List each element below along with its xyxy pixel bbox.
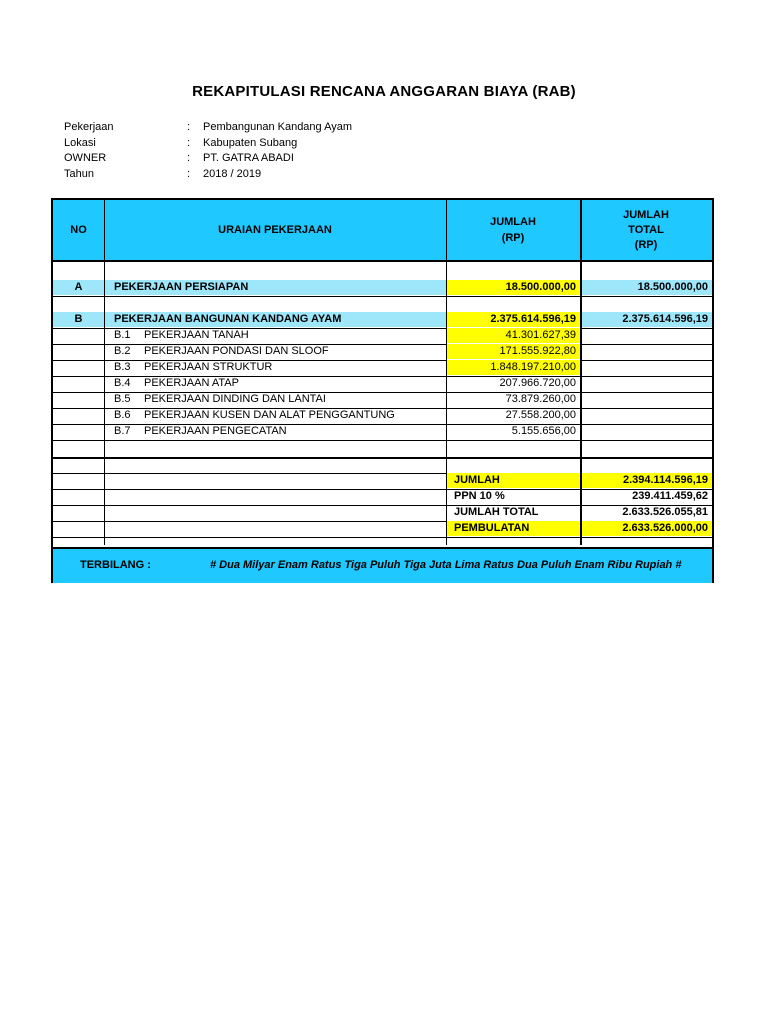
row-total: 18.500.000,00 xyxy=(581,280,712,295)
item-name: PEKERJAAN PONDASI DAN SLOOF xyxy=(144,345,329,357)
row-jumlah: 2.375.614.596,19 xyxy=(447,312,580,327)
item-code: B.1 xyxy=(114,329,131,341)
row-name: PEKERJAAN BANGUNAN KANDANG AYAM xyxy=(105,312,446,327)
table-row-blank xyxy=(53,457,712,474)
item-code: B.5 xyxy=(114,393,131,405)
item-code: B.2 xyxy=(114,345,131,357)
column-divider xyxy=(580,200,582,545)
summary-row-pembulatan xyxy=(53,521,712,538)
column-divider xyxy=(104,262,105,545)
table-row-item xyxy=(53,376,712,393)
header-jumlah-line1: JUMLAH xyxy=(490,216,536,228)
row-no: A xyxy=(53,280,104,295)
table-row-blank xyxy=(53,264,712,281)
summary-label: PPN 10 % xyxy=(454,490,505,502)
terbilang-row xyxy=(53,547,712,583)
row-name: PEKERJAAN PERSIAPAN xyxy=(105,280,446,295)
info-separator: : xyxy=(187,121,191,133)
column-divider xyxy=(446,200,447,545)
info-value: PT. GATRA ABADI xyxy=(203,152,294,164)
info-value: 2018 / 2019 xyxy=(203,168,262,180)
item-value: 5.155.656,00 xyxy=(511,425,576,437)
header-total-line3: (RP) xyxy=(634,238,658,251)
header-jumlah-line2: (RP) xyxy=(501,232,525,244)
table-row-item xyxy=(53,408,712,425)
header-no: NO xyxy=(53,200,104,262)
summary-value: 2.633.526.000,00 xyxy=(581,521,712,536)
header-total-line1: JUMLAH xyxy=(623,208,669,221)
item-name: PEKERJAAN TANAH xyxy=(144,329,249,341)
item-value: 207.966.720,00 xyxy=(499,377,576,389)
info-label: Tahun xyxy=(64,168,94,180)
item-name: PEKERJAAN PENGECATAN xyxy=(144,425,287,437)
header-total-line2: TOTAL xyxy=(628,223,664,236)
item-name: PEKERJAAN ATAP xyxy=(144,377,239,389)
header-uraian: URAIAN PEKERJAAN xyxy=(104,200,446,262)
header-jumlah xyxy=(446,200,580,262)
item-value: 27.558.200,00 xyxy=(505,409,576,421)
header-total xyxy=(580,200,712,262)
summary-row-ppn xyxy=(53,489,712,506)
summary-row-jumlah-total xyxy=(53,505,712,522)
rab-table xyxy=(51,198,714,583)
item-value: 73.879.260,00 xyxy=(505,393,576,405)
item-code: B.6 xyxy=(114,409,131,421)
row-no: B xyxy=(53,312,104,327)
row-total: 2.375.614.596,19 xyxy=(581,312,712,327)
summary-label: JUMLAH TOTAL xyxy=(454,506,539,518)
info-separator: : xyxy=(187,137,191,149)
summary-label: JUMLAH xyxy=(447,473,580,488)
info-separator: : xyxy=(187,168,191,180)
summary-value: 2.633.526.055,81 xyxy=(622,506,708,518)
item-value: 1.848.197.210,00 xyxy=(447,360,580,375)
item-code: B.7 xyxy=(114,425,131,437)
item-name: PEKERJAAN DINDING DAN LANTAI xyxy=(144,393,326,405)
terbilang-label: TERBILANG : xyxy=(80,559,151,571)
table-row-section-b xyxy=(53,312,712,329)
row-jumlah: 18.500.000,00 xyxy=(447,280,580,295)
table-row-item xyxy=(53,344,712,361)
table-row-section-a xyxy=(53,280,712,297)
summary-row-jumlah xyxy=(53,473,712,490)
summary-label: PEMBULATAN xyxy=(447,521,580,536)
item-value: 171.555.922,80 xyxy=(447,344,580,359)
terbilang-text: # Dua Milyar Enam Ratus Tiga Puluh Tiga Juta Lima Ratus Dua Puluh Enam Ribu Rupiah # xyxy=(210,559,682,571)
summary-value: 239.411.459,62 xyxy=(632,490,708,502)
item-value: 41.301.627,39 xyxy=(447,328,580,343)
summary-value: 2.394.114.596,19 xyxy=(581,473,712,488)
info-value: Kabupaten Subang xyxy=(203,137,298,149)
info-label: Pekerjaan xyxy=(64,121,114,133)
page-title: REKAPITULASI RENCANA ANGGARAN BIAYA (RAB) xyxy=(192,83,576,100)
item-name: PEKERJAAN STRUKTUR xyxy=(144,361,273,373)
info-label: Lokasi xyxy=(64,137,96,149)
column-divider xyxy=(104,200,105,262)
table-row-item xyxy=(53,360,712,377)
item-name: PEKERJAAN KUSEN DAN ALAT PENGGANTUNG xyxy=(144,409,395,421)
table-row-blank xyxy=(53,296,712,313)
item-code: B.4 xyxy=(114,377,131,389)
table-row-item xyxy=(53,392,712,409)
item-code: B.3 xyxy=(114,361,131,373)
info-label: OWNER xyxy=(64,152,107,164)
table-row-item xyxy=(53,328,712,345)
table-row-item xyxy=(53,424,712,441)
info-separator: : xyxy=(187,152,191,164)
info-value: Pembangunan Kandang Ayam xyxy=(203,121,353,133)
